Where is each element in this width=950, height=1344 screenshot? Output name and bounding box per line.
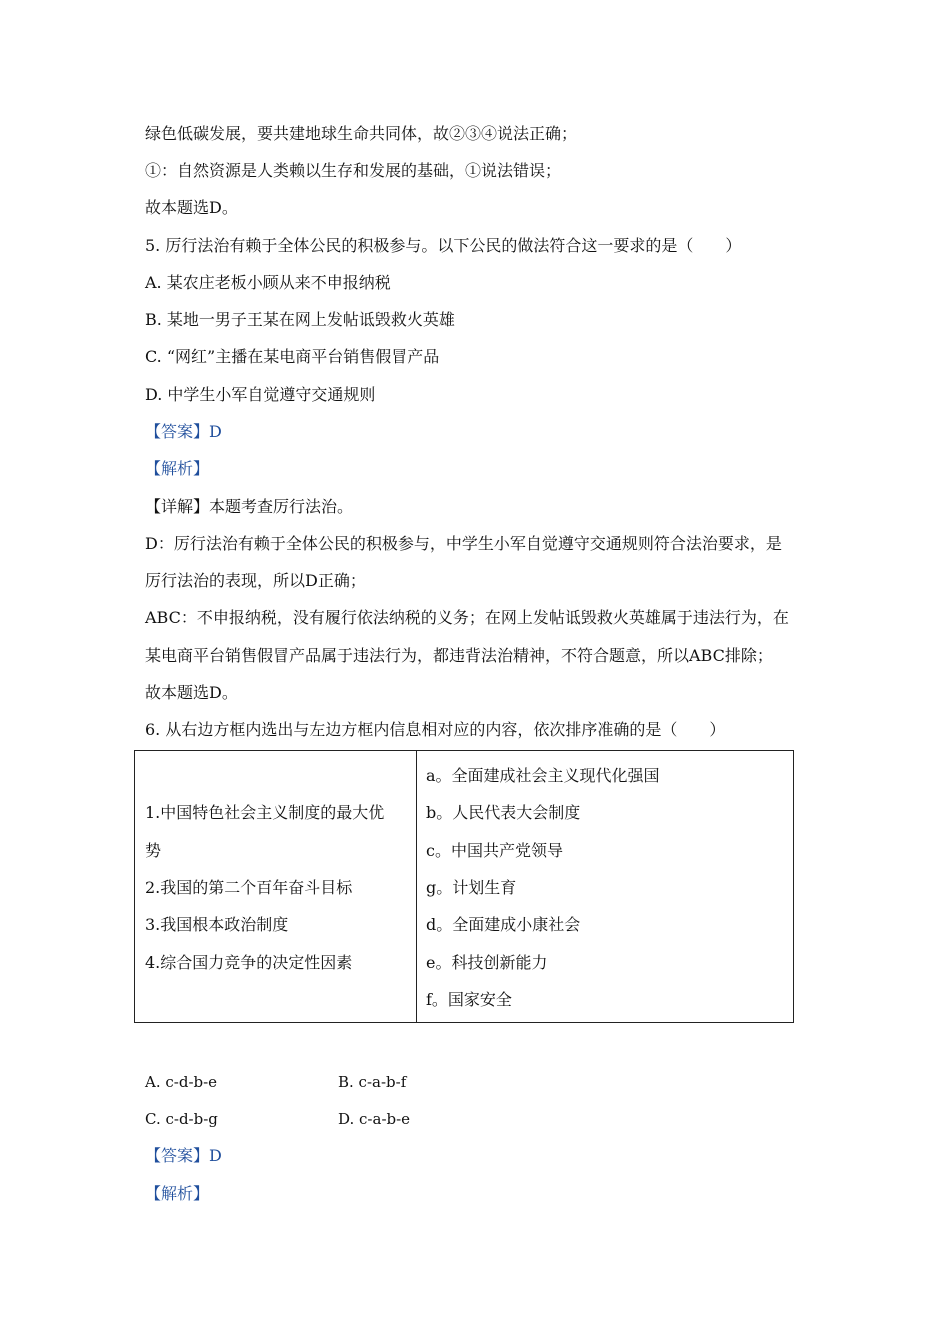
left-item: 势 xyxy=(145,841,162,860)
answer-label-2: 【答案】D xyxy=(145,1146,222,1165)
right-item: e。科技创新能力 xyxy=(426,953,548,972)
detail-line: 【详解】本题考查厉行法治。 xyxy=(145,497,354,516)
right-item: g。计划生育 xyxy=(426,878,517,897)
answer-label: 【答案】D xyxy=(145,422,222,441)
text-line: 故本题选D。 xyxy=(145,198,238,217)
left-item: 2.我国的第二个百年奋斗目标 xyxy=(145,878,353,897)
table-divider xyxy=(416,751,417,1022)
text-line: 绿色低碳发展，要共建地球生命共同体，故②③④说法正确； xyxy=(145,124,578,143)
question-6-option-a: A. c-d-b-e xyxy=(145,1073,218,1091)
matching-table xyxy=(134,750,794,1023)
question-6-stem: 6. 从右边方框内选出与左边方框内信息相对应的内容，依次排序准确的是（ ） xyxy=(145,720,726,739)
right-item: d。全面建成小康社会 xyxy=(426,915,581,934)
text-line: ①：自然资源是人类赖以生存和发展的基础，①说法错误； xyxy=(145,161,562,180)
text-line: 故本题选D。 xyxy=(145,683,238,702)
analysis-label: 【解析】 xyxy=(145,459,210,478)
right-item: b。人民代表大会制度 xyxy=(426,803,581,822)
text-line: 某电商平台销售假冒产品属于违法行为，都违背法治精神，不符合题意，所以ABC排除； xyxy=(145,646,773,665)
question-6-option-b: B. c-a-b-f xyxy=(338,1073,407,1091)
analysis-label-2: 【解析】 xyxy=(145,1184,210,1203)
question-5-stem: 5. 厉行法治有赖于全体公民的积极参与。以下公民的做法符合这一要求的是（ ） xyxy=(145,236,742,255)
right-item: c。中国共产党领导 xyxy=(426,841,563,860)
text-line: 厉行法治的表现，所以D正确； xyxy=(145,571,366,590)
question-5-option-d: D. 中学生小军自觉遵守交通规则 xyxy=(145,385,376,404)
text-line: ABC：不申报纳税，没有履行依法纳税的义务；在网上发帖诋毁救火英雄属于违法行为，在 xyxy=(145,608,789,627)
left-item: 4.综合国力竞争的决定性因素 xyxy=(145,953,353,972)
question-6-option-c: C. c-d-b-g xyxy=(145,1110,218,1128)
left-item: 3.我国根本政治制度 xyxy=(145,915,289,934)
question-5-option-c: C. “网红”主播在某电商平台销售假冒产品 xyxy=(145,347,440,366)
question-5-option-a: A. 某农庄老板小顾从来不申报纳税 xyxy=(145,273,391,292)
question-5-option-b: B. 某地一男子王某在网上发帖诋毁救火英雄 xyxy=(145,310,455,329)
text-line: D：厉行法治有赖于全体公民的积极参与，中学生小军自觉遵守交通规则符合法治要求，是 xyxy=(145,534,782,553)
right-item: f。国家安全 xyxy=(426,990,512,1009)
question-6-option-d: D. c-a-b-e xyxy=(338,1110,411,1128)
left-item: 1.中国特色社会主义制度的最大优 xyxy=(145,803,385,822)
right-item: a。全面建成社会主义现代化强国 xyxy=(426,766,660,785)
